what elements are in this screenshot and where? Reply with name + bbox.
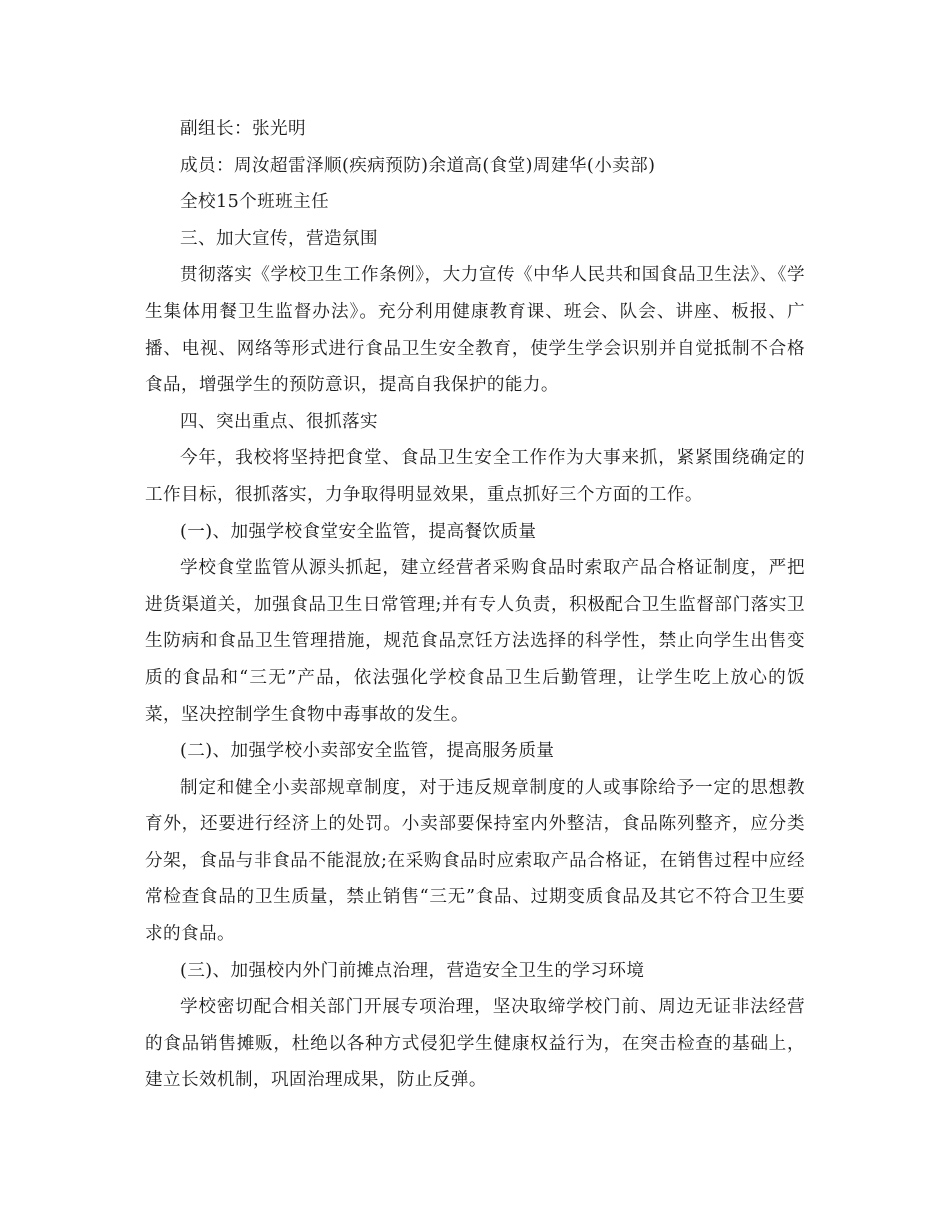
paragraph-vice-leader: 副组长：张光明 — [180, 119, 306, 139]
paragraph-vendors: 学校密切配合相关部门开展专项治理，坚决取缔学校门前、周边无证非法经营的食品销售摊贩，杜绝以各种方式侵犯学生健康权益行为，在突击检查的基础上，建立长效机制，巩固治理成果，防止反弹。 — [145, 997, 805, 1091]
section-heading-3: 三、加大宣传，营造氛围 — [180, 228, 378, 249]
paragraph-publicity: 贯彻落实《学校卫生工作条例》，大力宣传《中华人民共和国食品卫生法》、《学生集体用餐卫生监督办法》。充分利用健康教育课、班会、队会、讲座、板报、广播、电视、网络等形式进行食品卫生安全教育，使学生学会识别并自觉抵制不合格食品，增强学生的预防意识，提高自我保护的能力。 — [145, 265, 805, 396]
paragraph-members: 成员：周汝超雷泽顺(疾病预防)余道高(食堂)周建华(小卖部) — [180, 155, 656, 176]
paragraph-canteen: 学校食堂监管从源头抓起，建立经营者采购食品时索取产品合格证制度，严把进货渠道关，加强食品卫生日常管理;并有专人负责，积极配合卫生监督部门落实卫生防病和食品卫生管理措施，规范食品烹饪方法选择的科学性，禁止向学生出售变质的食品和“三无”产品，依法强化学校食品卫生后勤管理，让学生吃上放心的饭菜，坚决控制学生食物中毒事故的发生。 — [145, 558, 805, 725]
subsection-heading-2: (二)、加强学校小卖部安全监管，提高服务质量 — [180, 741, 555, 762]
paragraph-class-teachers: 全校15个班班主任 — [180, 192, 330, 213]
subsection-heading-1: (一)、加强学校食堂安全监管，提高餐饮质量 — [180, 521, 537, 542]
section-heading-4: 四、突出重点、很抓落实 — [180, 411, 378, 432]
subsection-heading-3: (三)、加强校内外门前摊点治理，营造安全卫生的学习环境 — [180, 960, 645, 981]
paragraph-shop: 制定和健全小卖部规章制度，对于违反规章制度的人或事除给予一定的思想教育外，还要进行经济上的处罚。小卖部要保持室内外整洁，食品陈列整齐，应分类分架，食品与非食品不能混放;在采购食品时应索取产品合格证，在销售过程中应经常检查食品的卫生质量，禁止销售“三无”食品、过期变质食品及其它不符合卫生要求的食品。 — [145, 777, 805, 945]
document-body — [145, 111, 805, 1099]
paragraph-this-year: 今年，我校将坚持把食堂、食品卫生安全工作作为大事来抓，紧紧围绕确定的工作目标，很抓落实，力争取得明显效果，重点抓好三个方面的工作。 — [145, 448, 805, 505]
